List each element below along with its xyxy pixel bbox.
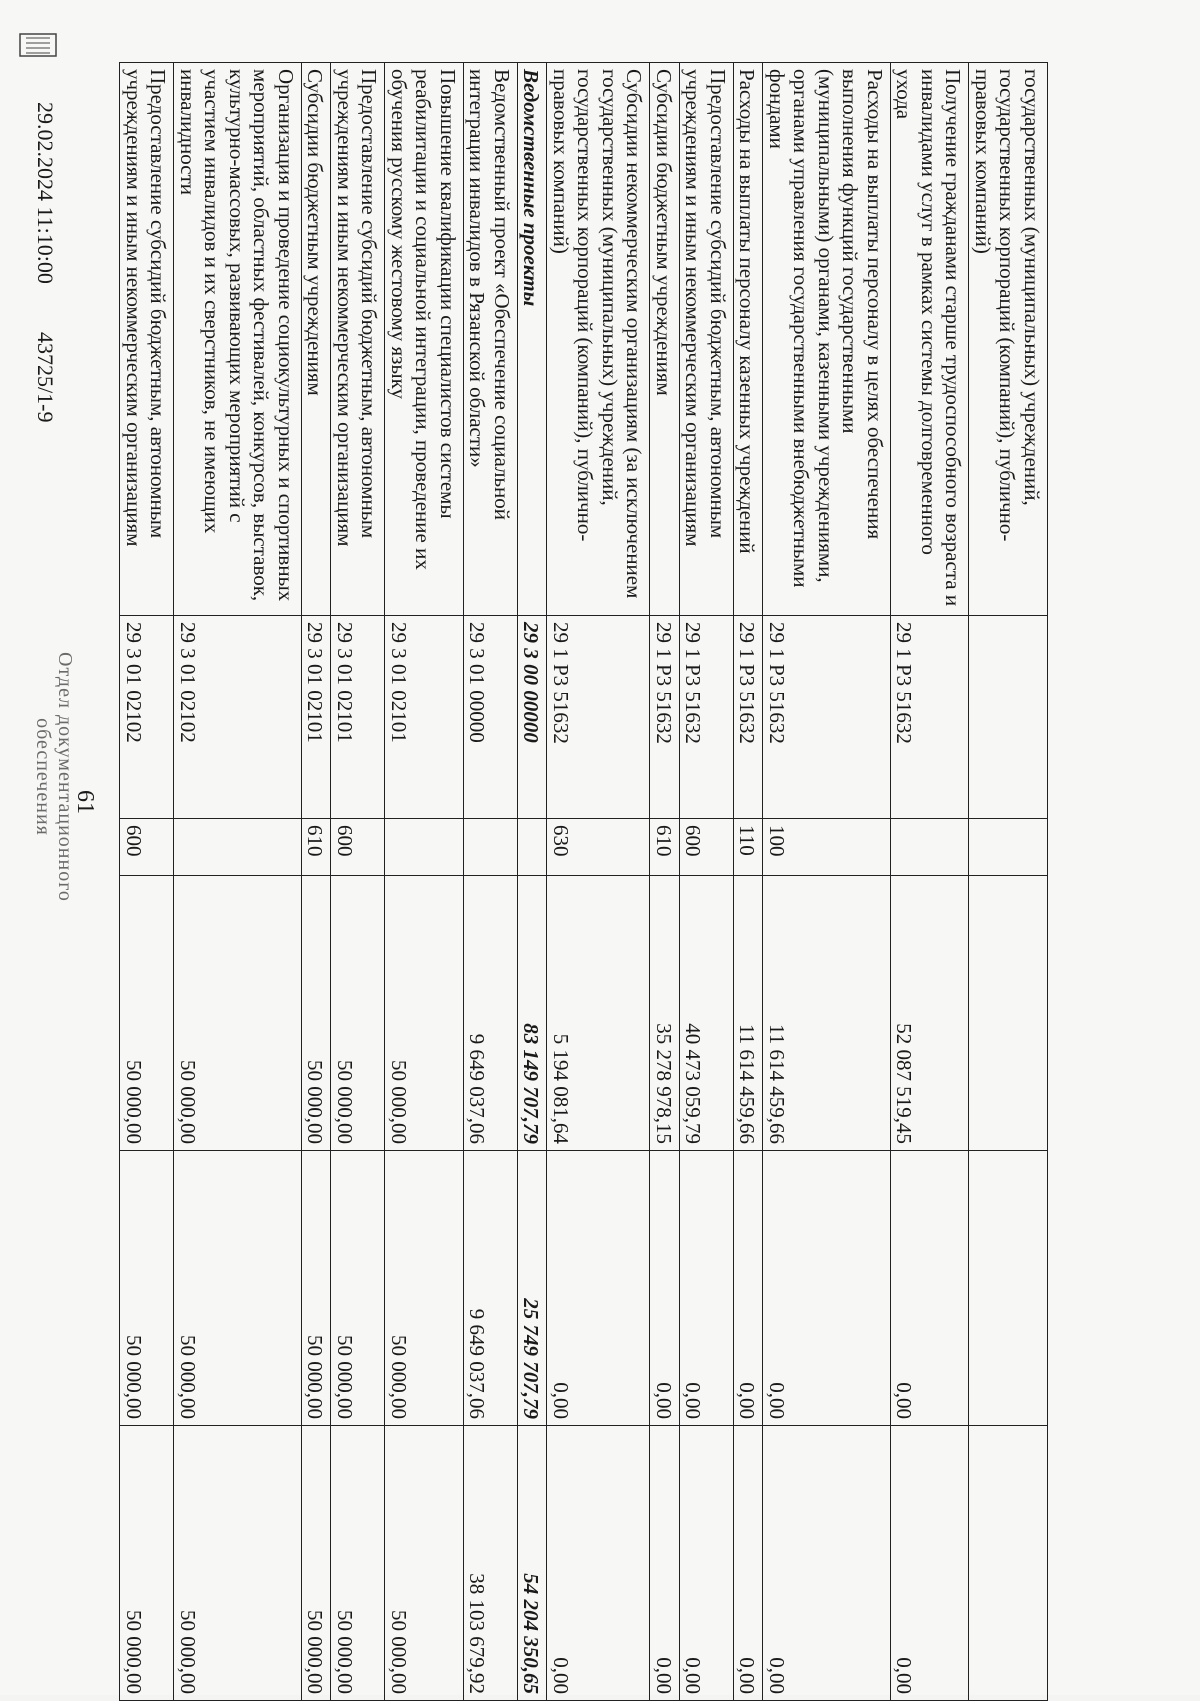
- row-code-cell: 29 3 01 02102: [120, 616, 174, 819]
- row-code-cell: 29 3 00 00000: [518, 616, 548, 819]
- row-name-cell: государственных (муниципальных) учреждений, государственных корпораций (компаний), публично-правовых компаний): [969, 63, 1048, 616]
- stamp-line-1: Отдел документационного: [54, 652, 76, 902]
- table-row: [680, 63, 734, 1701]
- row-value-2026-cell: 50 000,00: [302, 1426, 332, 1701]
- row-value-2024-cell: 40 473 059,79: [680, 876, 734, 1151]
- table-row: [547, 63, 650, 1701]
- table-row: [518, 63, 548, 1701]
- row-expense-type-cell: 600: [680, 819, 734, 876]
- row-expense-type-cell: 100: [763, 819, 891, 876]
- footer-datetime: 29.02.2024 11:10:00: [33, 102, 58, 284]
- row-expense-type-cell: [385, 819, 464, 876]
- row-value-2026-cell: 50 000,00: [385, 1426, 464, 1701]
- row-expense-type-cell: 600: [331, 819, 385, 876]
- row-value-2026-cell: [969, 1426, 1048, 1701]
- row-value-2025-cell: 0,00: [734, 1151, 764, 1426]
- row-name-cell: Расходы на выплаты персоналу казенных учреждений: [734, 63, 764, 616]
- row-value-2026-cell: 0,00: [547, 1426, 650, 1701]
- row-code-cell: 29 3 01 00000: [464, 616, 518, 819]
- row-value-2025-cell: 9 649 037,06: [464, 1151, 518, 1426]
- row-value-2026-cell: 54 204 350,65: [518, 1426, 548, 1701]
- table-row: [302, 63, 332, 1701]
- row-name-cell: Субсидии бюджетным учреждениям: [302, 63, 332, 616]
- row-code-cell: 29 1 Р3 51632: [680, 616, 734, 819]
- table-row: [969, 63, 1048, 1701]
- row-expense-type-cell: 630: [547, 819, 650, 876]
- row-code-cell: 29 3 01 02101: [302, 616, 332, 819]
- row-expense-type-cell: [464, 819, 518, 876]
- row-value-2026-cell: 0,00: [763, 1426, 891, 1701]
- row-code-cell: 29 1 Р3 51632: [650, 616, 680, 819]
- row-expense-type-cell: [969, 819, 1048, 876]
- row-value-2025-cell: 0,00: [891, 1151, 970, 1426]
- table-row: [734, 63, 764, 1701]
- row-value-2026-cell: 50 000,00: [174, 1426, 302, 1701]
- row-value-2025-cell: 50 000,00: [120, 1151, 174, 1426]
- table-row: [763, 63, 891, 1701]
- row-value-2025-cell: 25 749 707,79: [518, 1151, 548, 1426]
- rotated-content: [32, 62, 1048, 1694]
- row-code-cell: 29 3 01 02101: [331, 616, 385, 819]
- row-value-2026-cell: 50 000,00: [120, 1426, 174, 1701]
- row-expense-type-cell: [174, 819, 302, 876]
- row-name-cell: Субсидии некоммерческим организациям (за исключением государственных (муниципальных) учреждений, государственных корпораций (компаний), публично-правовых компаний): [547, 63, 650, 616]
- row-value-2024-cell: 52 087 519,45: [891, 876, 970, 1151]
- row-value-2025-cell: 50 000,00: [302, 1151, 332, 1426]
- row-value-2024-cell: 5 194 081,64: [547, 876, 650, 1151]
- row-value-2025-cell: [969, 1151, 1048, 1426]
- row-name-cell: Получение гражданами старше трудоспособного возраста и инвалидами услуг в рамках системы долговременного ухода: [891, 63, 970, 616]
- row-name-cell: Субсидии бюджетным учреждениям: [650, 63, 680, 616]
- row-name-cell: Предоставление субсидий бюджетным, автономным учреждениям и иным некоммерческим организациям: [120, 63, 174, 616]
- row-value-2025-cell: 0,00: [763, 1151, 891, 1426]
- row-value-2025-cell: 50 000,00: [331, 1151, 385, 1426]
- table-row: [331, 63, 385, 1701]
- row-name-cell: Ведомственные проекты: [518, 63, 548, 616]
- row-expense-type-cell: [518, 819, 548, 876]
- budget-table-body: [120, 63, 1048, 1701]
- budget-table: [120, 62, 1049, 1701]
- row-value-2024-cell: 50 000,00: [174, 876, 302, 1151]
- row-name-cell: Организация и проведение социокультурных и спортивных мероприятий, областных фестивалей, конкурсов, выставок, культурно-массовых, развивающих мероприятий с участием инвалидов и их сверстников, не имеющих инвалидности: [174, 63, 302, 616]
- row-value-2026-cell: 0,00: [734, 1426, 764, 1701]
- row-value-2024-cell: [969, 876, 1048, 1151]
- page-footer: [0, 62, 76, 1622]
- footer-doc-code: 43725/1-9: [33, 332, 58, 423]
- row-value-2025-cell: 0,00: [680, 1151, 734, 1426]
- row-name-cell: Предоставление субсидий бюджетным, автономным учреждениям и иным некоммерческим организациям: [331, 63, 385, 616]
- row-name-cell: Повышение квалификации специалистов системы реабилитации и социальной интеграции, проведение их обучения русскому жестовому языку: [385, 63, 464, 616]
- row-value-2024-cell: 50 000,00: [302, 876, 332, 1151]
- row-expense-type-cell: 610: [650, 819, 680, 876]
- row-name-cell: Ведомственный проект «Обеспечение социальной интеграции инвалидов в Рязанской области»: [464, 63, 518, 616]
- row-value-2024-cell: 50 000,00: [120, 876, 174, 1151]
- row-expense-type-cell: 610: [302, 819, 332, 876]
- row-name-cell: Предоставление субсидий бюджетным, автономным учреждениям и иным некоммерческим организациям: [680, 63, 734, 616]
- row-value-2024-cell: 9 649 037,06: [464, 876, 518, 1151]
- row-expense-type-cell: 110: [734, 819, 764, 876]
- row-value-2025-cell: 50 000,00: [174, 1151, 302, 1426]
- row-value-2026-cell: 50 000,00: [331, 1426, 385, 1701]
- row-value-2024-cell: 11 614 459,66: [763, 876, 891, 1151]
- page-number: 61: [72, 790, 98, 814]
- row-value-2026-cell: 0,00: [891, 1426, 970, 1701]
- table-row: [385, 63, 464, 1701]
- row-value-2024-cell: 11 614 459,66: [734, 876, 764, 1151]
- row-code-cell: 29 1 Р3 51632: [547, 616, 650, 819]
- row-expense-type-cell: 600: [120, 819, 174, 876]
- row-value-2025-cell: 0,00: [650, 1151, 680, 1426]
- table-row: [650, 63, 680, 1701]
- row-code-cell: 29 1 Р3 51632: [763, 616, 891, 819]
- row-value-2024-cell: 83 149 707,79: [518, 876, 548, 1151]
- row-code-cell: 29 3 01 02101: [385, 616, 464, 819]
- table-row: [464, 63, 518, 1701]
- row-value-2024-cell: 50 000,00: [385, 876, 464, 1151]
- row-value-2025-cell: 0,00: [547, 1151, 650, 1426]
- stamp-line-2: обеспечения: [32, 718, 54, 836]
- row-name-cell: Расходы на выплаты персоналу в целях обеспечения выполнения функций государственными (муниципальными) органами, казенными учреждениями, органами управления государственными внебюджетными фондами: [763, 63, 891, 616]
- row-value-2026-cell: 0,00: [650, 1426, 680, 1701]
- row-code-cell: [969, 616, 1048, 819]
- emblem-icon: [8, 30, 68, 60]
- row-code-cell: 29 3 01 02102: [174, 616, 302, 819]
- table-row: [174, 63, 302, 1701]
- row-code-cell: 29 1 Р3 51632: [891, 616, 970, 819]
- row-value-2024-cell: 35 278 978,15: [650, 876, 680, 1151]
- table-row: [891, 63, 970, 1701]
- row-value-2026-cell: 38 103 679,92: [464, 1426, 518, 1701]
- row-expense-type-cell: [891, 819, 970, 876]
- table-row: [120, 63, 174, 1701]
- row-value-2026-cell: 0,00: [680, 1426, 734, 1701]
- row-value-2024-cell: 50 000,00: [331, 876, 385, 1151]
- department-stamp: [32, 652, 76, 902]
- row-value-2025-cell: 50 000,00: [385, 1151, 464, 1426]
- row-code-cell: 29 1 Р3 51632: [734, 616, 764, 819]
